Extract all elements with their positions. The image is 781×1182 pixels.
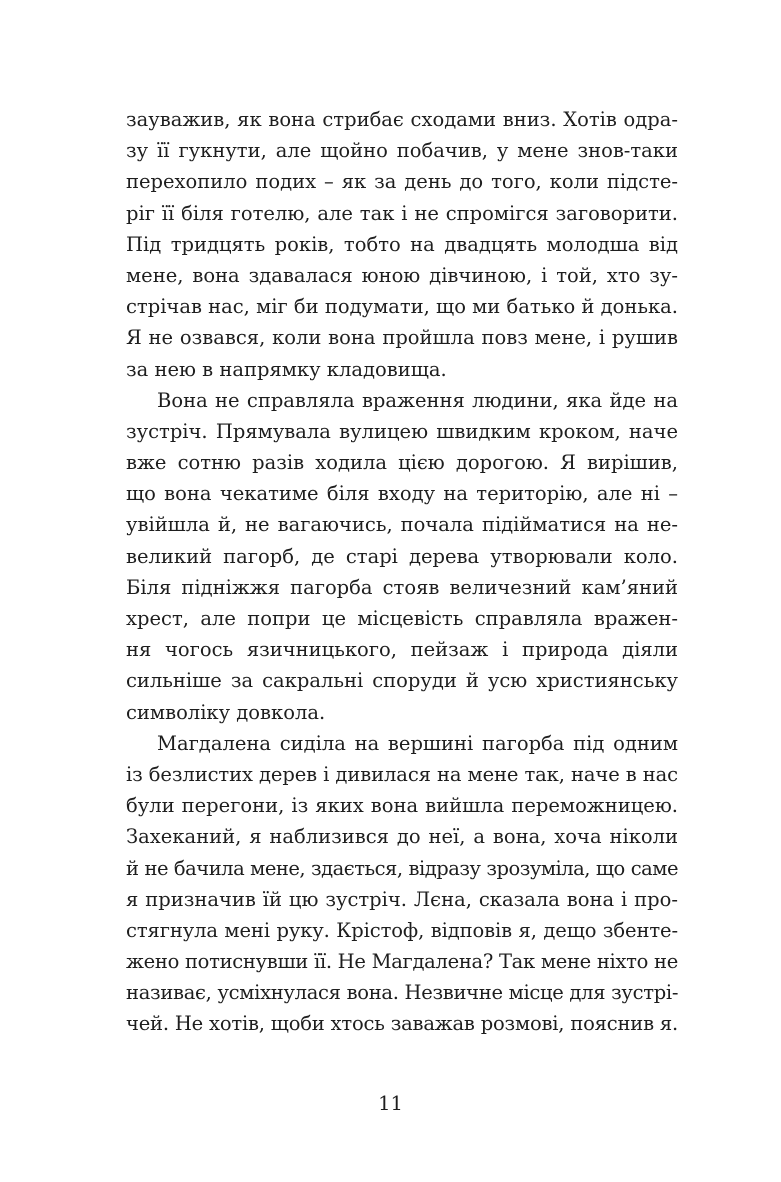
- text-line: чей. Не хотів, щоби хтось заважав розмові, пояснив я.: [126, 1012, 678, 1036]
- text-line: й не бачила мене, здається, відразу зрозуміла, що саме: [126, 856, 678, 880]
- text-line: що вона чекатиме біля входу на територію, але ні –: [126, 482, 678, 506]
- text-line: Під тридцять років, тобто на двадцять молодша від: [126, 232, 678, 256]
- text-line: вже сотню разів ходила цією дорогою. Я вирішив,: [126, 451, 678, 475]
- text-line: Я не озвався, коли вона пройшла повз мене, і рушив: [126, 326, 678, 350]
- text-line: Захеканий, я наблизився до неї, а вона, хоча ніколи: [126, 825, 678, 849]
- text-line: ріг її біля готелю, але так і не спромігся заговорити.: [126, 201, 678, 225]
- text-line: Вона не справляла враження людини, яка йде на: [157, 388, 678, 412]
- text-line: за нею в напрямку кладовища.: [126, 357, 447, 381]
- text-line: мене, вона здавалася юною дівчиною, і той, хто зу-: [126, 263, 678, 287]
- text-line: жено потиснувши її. Не Магдалена? Так мене ніхто не: [126, 950, 678, 974]
- text-line: я призначив їй цю зустріч. Лєна, сказала вона і про-: [126, 887, 678, 911]
- text-line: символіку довкола.: [126, 700, 326, 724]
- text-line: зауважив, як вона стрибає сходами вниз. Хотів одра-: [126, 108, 678, 131]
- paragraph: [126, 385, 678, 728]
- text-line: хрест, але попри це місцевість справляла вражен-: [126, 607, 678, 630]
- text-line: ня чогось язичницького, пейзаж і природа діяли: [126, 638, 678, 662]
- text-line: зустріч. Прямувала вулицею швидким кроком, наче: [126, 419, 678, 443]
- text-line: із безлистих дерев і дивилася на мене так, наче в нас: [126, 762, 678, 786]
- text-line: сильніше за сакральні споруди й усю християнську: [126, 669, 678, 693]
- text-line: перехопило подих – як за день до того, коли підсте-: [126, 170, 678, 194]
- paragraph: [126, 728, 678, 1040]
- text-line: великий пагорб, де старі дерева утворювали коло.: [126, 544, 678, 568]
- text-line: називає, усміхнулася вона. Незвичне місце для зустрі-: [126, 981, 678, 1005]
- page-number: 11: [378, 1092, 403, 1115]
- text-line: Біля підніжжя пагорба стояв величезний кам’яний: [126, 575, 678, 599]
- text-line: стягнула мені руку. Крістоф, відповів я, дещо збенте-: [126, 918, 678, 942]
- body-text: [126, 104, 678, 1040]
- text-line: були перегони, із яких вона вийшла переможницею.: [126, 794, 678, 818]
- text-line: стрічав нас, міг би подумати, що ми батько й донька.: [126, 295, 678, 319]
- paragraph: [126, 104, 678, 385]
- text-line: Магдалена сиділа на вершині пагорба під одним: [157, 731, 678, 755]
- text-line: зу її гукнути, але щойно побачив, у мене знов-таки: [126, 139, 678, 163]
- text-line: увійшла й, не вагаючись, почала підійматися на не-: [126, 513, 678, 537]
